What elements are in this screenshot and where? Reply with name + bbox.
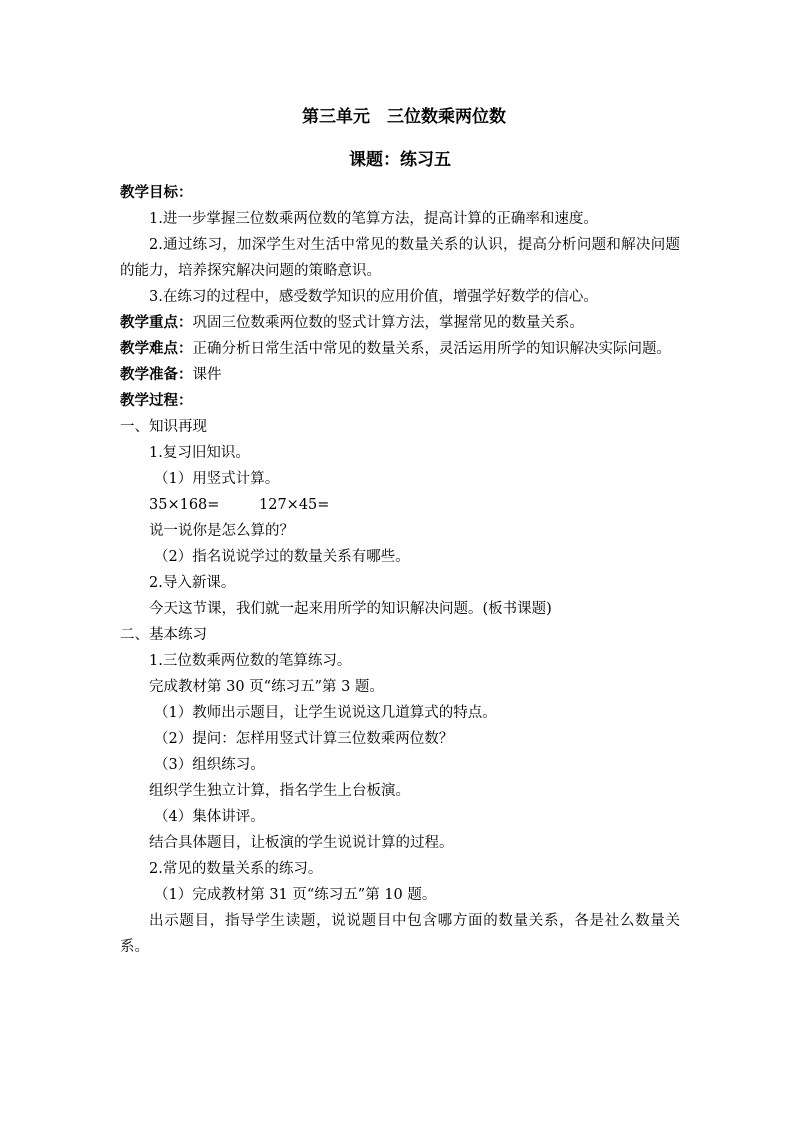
section2-step3-text: 组织学生独立计算，指名学生上台板演。	[149, 783, 410, 799]
key-points	[120, 310, 680, 336]
section1-intro: 2.导入新课。	[149, 575, 236, 591]
objective-3: 3.在练习的过程中，感受数学知识的应用价值，增强学好数学的信心。	[149, 289, 598, 305]
objective-1: 1.进一步掌握三位数乘两位数的笔算方法，提高计算的正确率和速度。	[149, 211, 598, 227]
key-points-label: 教学重点：	[120, 314, 193, 331]
calc-expression-1: 35×168=	[149, 497, 220, 513]
unit-title: 第三单元 三位数乘两位数	[302, 107, 506, 127]
section2-heading: 二、基本练习	[120, 627, 207, 643]
section2-item1-task: 完成教材第 30 页“练习五”第 3 题。	[149, 679, 384, 695]
section2-item1: 1.三位数乘两位数的笔算练习。	[149, 653, 352, 669]
calc-expression-2: 127×45=	[259, 497, 330, 513]
objective-2: 2.通过练习，加深学生对生活中常见的数量关系的认识，提高分析问题和解决问题的能力，培养探究解决问题的策略意识。	[120, 237, 680, 279]
lesson-title: 课题：练习五	[349, 150, 451, 170]
section1-sub1: （1）用竖式计算。	[154, 471, 280, 487]
section1-calculations	[120, 492, 680, 518]
objectives-heading: 教学目标：	[120, 184, 193, 201]
section2-step4: （4）集体讲评。	[154, 809, 265, 825]
section2-item2-text: 出示题目，指导学生读题，说说题目中包含哪方面的数量关系，各是社么数量关系。	[120, 913, 680, 955]
section1-sub2: （2）指名说说学过的数量关系有哪些。	[154, 549, 410, 565]
difficulties-text: 正确分析日常生活中常见的数量关系，灵活运用所学的知识解决实际问题。	[192, 341, 671, 357]
section1-heading: 一、知识再现	[120, 419, 207, 435]
document-page	[120, 104, 680, 960]
key-points-text: 巩固三位数乘两位数的竖式计算方法，掌握常见的数量关系。	[192, 315, 584, 331]
section2-step3: （3）组织练习。	[154, 757, 265, 773]
section1-intro-text: 今天这节课，我们就一起来用所学的知识解决问题。(板书课题)	[149, 601, 552, 617]
preparation-label: 教学准备：	[120, 366, 193, 383]
section2-item2-task: （1）完成教材第 31 页“练习五”第 10 题。	[154, 887, 437, 903]
section1-ask: 说一说你是怎么算的？	[149, 523, 294, 539]
difficulties	[120, 336, 680, 362]
preparation	[120, 362, 680, 388]
section2-step1: （1）教师出示题目，让学生说说这几道算式的特点。	[154, 705, 497, 721]
section1-review: 1.复习旧知识。	[149, 445, 250, 461]
section2-step4-text: 结合具体题目，让板演的学生说说计算的过程。	[149, 835, 454, 851]
preparation-text: 课件	[192, 367, 222, 383]
process-heading: 教学过程：	[120, 392, 193, 409]
difficulties-label: 教学难点：	[120, 340, 193, 357]
section2-item2: 2.常见的数量关系的练习。	[149, 861, 323, 877]
section2-step2: （2）提问：怎样用竖式计算三位数乘两位数？	[154, 731, 454, 747]
